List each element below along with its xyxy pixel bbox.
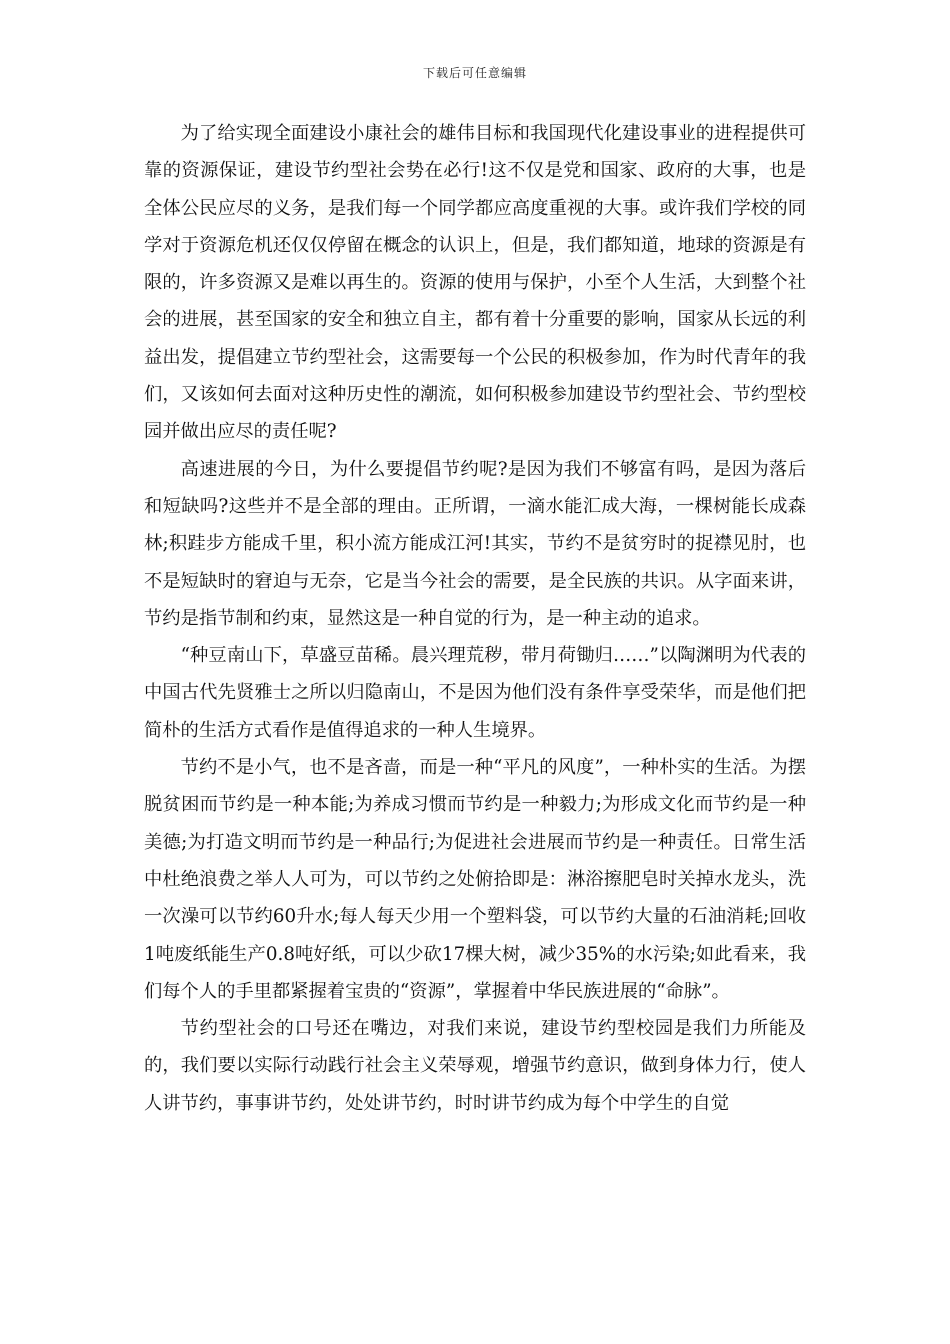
paragraph-3: “种豆南山下，草盛豆苗稀。晨兴理荒秽，带月荷锄归……”以陶渊明为代表的中国古代先贤雅士之所以归隐南山，不是因为他们没有条件享受荣华，而是他们把简朴的生活方式看作是值得追求的一种人生境界。 [144, 645, 806, 741]
paragraph-5: 节约型社会的口号还在嘴边，对我们来说，建设节约型校园是我们力所能及的，我们要以实际行动践行社会主义荣辱观，增强节约意识，做到身体力行，使人人讲节约，事事讲节约，处处讲节约，时时讲节约成为每个中学生的自觉 [144, 1018, 806, 1114]
paragraph-1: 为了给实现全面建设小康社会的雄伟目标和我国现代化建设事业的进程提供可靠的资源保证，建设节约型社会势在必行!这不仅是党和国家、政府的大事，也是全体公民应尽的义务，是我们每一个同学都应高度重视的大事。或许我们学校的同学对于资源危机还仅仅停留在概念的认识上，但是，我们都知道，地球的资源是有限的，许多资源又是难以再生的。资源的使用与保护，小至个人生活，大到整个社会的进展，甚至国家的安全和独立自主，都有着十分重要的影响，国家从长远的利益出发，提倡建立节约型社会，这需要每一个公民的积极参加，作为时代青年的我们，又该如何去面对这种历史性的潮流，如何积极参加建设节约型社会、节约型校园并做出应尽的责任呢? [144, 123, 806, 443]
paragraph-2: 高速进展的今日，为什么要提倡节约呢?是因为我们不够富有吗，是因为落后和短缺吗?这些并不是全部的理由。正所谓，一滴水能汇成大海，一棵树能长成森林;积跬步方能成千里，积小流方能成江河!其实，节约不是贫穷时的捉襟见肘，也不是短缺时的窘迫与无奈，它是当今社会的需要，是全民族的共识。从字面来讲，节约是指节制和约束，显然这是一种自觉的行为，是一种主动的追求。 [144, 458, 806, 629]
page-header: 下载后可任意编辑 [422, 66, 527, 80]
document-body [144, 115, 806, 1122]
paragraph-4: 节约不是小气，也不是吝啬，而是一种“平凡的风度”，一种朴实的生活。为摆脱贫困而节约是一种本能;为养成习惯而节约是一种毅力;为形成文化而节约是一种美德;为打造文明而节约是一种品行;为促进社会进展而节约是一种责任。日常生活中杜绝浪费之举人人可为，可以节约之处俯拾即是：淋浴擦肥皂时关掉水龙头，洗一次澡可以节约60升水;每人每天少用一个塑料袋，可以节约大量的石油消耗;回收1吨废纸能生产0.8吨好纸，可以少砍17棵大树，减少35%的水污染;如此看来，我们每个人的手里都紧握着宝贵的“资源”，掌握着中华民族进展的“命脉”。 [144, 757, 806, 1002]
